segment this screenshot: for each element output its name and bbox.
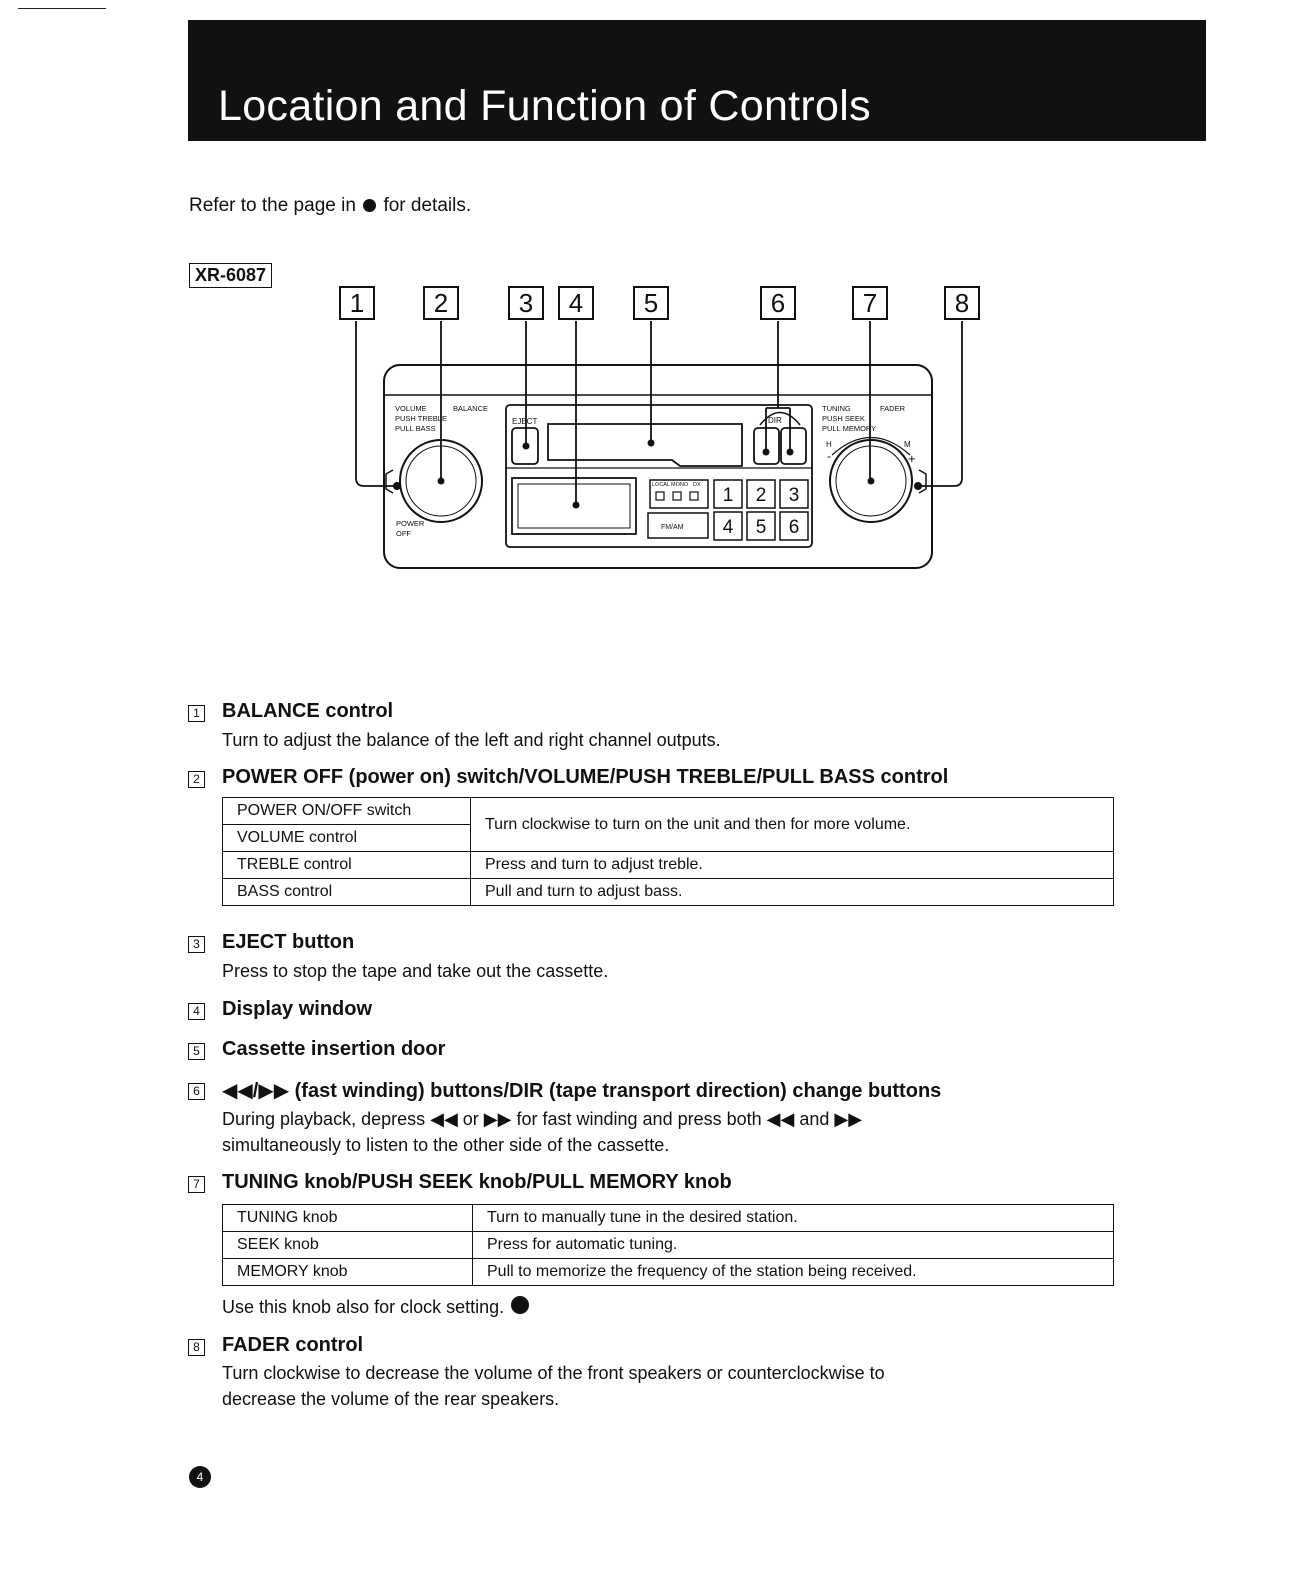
diagram-label-dx: DX	[693, 482, 701, 488]
bullet-icon	[511, 1296, 529, 1314]
section-6-number: 6	[188, 1083, 205, 1100]
section-1-number: 1	[188, 705, 205, 722]
diagram-label-memory: PULL MEMORY	[822, 424, 877, 433]
diagram-label-fader: FADER	[880, 404, 906, 413]
diagram-label-volume: VOLUME	[395, 404, 427, 413]
ffwd-button-shape	[781, 428, 806, 464]
section-2-number: 2	[188, 771, 205, 788]
table-cell: MEMORY knob	[223, 1259, 473, 1286]
callout-5: 5	[633, 286, 669, 320]
table-cell: Press and turn to adjust treble.	[471, 852, 1114, 879]
section-8-title: FADER control	[222, 1334, 364, 1356]
preset-6: 6	[788, 517, 800, 538]
section-5-title: Cassette insertion door	[222, 1038, 446, 1060]
preset-5: 5	[755, 517, 767, 538]
table-row	[223, 1259, 1114, 1286]
section-2-table	[222, 797, 1114, 906]
table-row	[223, 798, 1114, 825]
leader-8	[918, 321, 962, 486]
diagram-plus: +	[908, 451, 916, 466]
diagram-minus: -	[827, 449, 831, 463]
section-3-body: Press to stop the tape and take out the cassette.	[222, 961, 609, 981]
radio-diagram	[0, 0, 1308, 640]
model-label: XR-6087	[189, 263, 272, 288]
callout-3: 3	[508, 286, 544, 320]
callout-7: 7	[852, 286, 888, 320]
section-8-body-line-2: decrease the volume of the rear speakers.	[222, 1389, 560, 1409]
preset-1: 1	[722, 485, 734, 506]
diagram-label-mono: MONO	[671, 482, 689, 488]
section-4-number: 4	[188, 1003, 205, 1020]
section-6-body-line-2: simultaneously to listen to the other side of the cassette.	[222, 1135, 670, 1155]
section-1-title: BALANCE control	[222, 700, 394, 722]
section-4-title: Display window	[222, 998, 373, 1020]
diagram-label-local: LOCAL	[652, 482, 671, 488]
table-cell: VOLUME control	[223, 825, 471, 852]
page-title: Location and Function of Controls	[218, 82, 871, 130]
diagram-dir: DIR	[768, 416, 782, 425]
diagram-label-balance: BALANCE	[453, 404, 489, 413]
section-5-number: 5	[188, 1043, 205, 1060]
section-1-body: Turn to adjust the balance of the left and right channel outputs.	[222, 730, 721, 750]
diagram-fm-am: FM/AM	[661, 524, 684, 531]
callout-8: 8	[944, 286, 980, 320]
diagram-eject: EJECT	[512, 417, 538, 426]
section-3-title: EJECT button	[222, 931, 355, 953]
callout-4: 4	[558, 286, 594, 320]
table-cell: TREBLE control	[223, 852, 471, 879]
diagram-label-treble: PUSH TREBLE	[395, 414, 447, 423]
preset-2: 2	[755, 485, 767, 506]
diagram-label-tuning: TUNING	[822, 404, 851, 413]
table-row	[223, 879, 1114, 906]
table-cell: TUNING knob	[223, 1205, 473, 1232]
table-row	[223, 1232, 1114, 1259]
table-cell: Pull and turn to adjust bass.	[471, 879, 1114, 906]
callout-2: 2	[423, 286, 459, 320]
leader-6	[766, 321, 790, 452]
section-6-title: ◀◀/▶▶ (fast winding) buttons/DIR (tape transport direction) change buttons	[222, 1080, 942, 1102]
section-3-number: 3	[188, 936, 205, 953]
preset-4: 4	[722, 517, 734, 538]
table-cell: SEEK knob	[223, 1232, 473, 1259]
leader-1	[356, 321, 398, 486]
table-row	[223, 1205, 1114, 1232]
page-number: 4	[189, 1466, 211, 1488]
balance-ring	[386, 470, 393, 493]
section-8-number: 8	[188, 1339, 205, 1356]
preset-3: 3	[788, 485, 800, 506]
section-6-body-line-1: During playback, depress ◀◀ or ▶▶ for fast winding and press both ◀◀ and ▶▶	[222, 1109, 863, 1129]
section-8-body-line-1: Turn clockwise to decrease the volume of the front speakers or counterclockwise to	[222, 1363, 885, 1383]
table-cell: Turn clockwise to turn on the unit and then for more volume.	[471, 798, 1114, 852]
diagram-label-power: POWER	[396, 519, 425, 528]
diagram-label-off: OFF	[396, 529, 411, 538]
section-2-title: POWER OFF (power on) switch/VOLUME/PUSH TREBLE/PULL BASS control	[222, 766, 949, 788]
section-7-title: TUNING knob/PUSH SEEK knob/PULL MEMORY knob	[222, 1171, 732, 1193]
diagram-m: M	[904, 440, 911, 449]
fader-ring	[919, 470, 926, 493]
table-cell: Press for automatic tuning.	[473, 1232, 1114, 1259]
section-7-note: Use this knob also for clock setting.	[222, 1294, 531, 1320]
table-cell: Turn to manually tune in the desired station.	[473, 1205, 1114, 1232]
intro-text: Refer to the page in for details.	[189, 195, 472, 216]
callout-1: 1	[339, 286, 375, 320]
table-cell: BASS control	[223, 879, 471, 906]
callout-6: 6	[760, 286, 796, 320]
section-7-number: 7	[188, 1176, 205, 1193]
table-cell: POWER ON/OFF switch	[223, 798, 471, 825]
cassette-door	[548, 424, 742, 466]
diagram-label-seek: PUSH SEEK	[822, 414, 865, 423]
diagram-h: H	[826, 440, 832, 449]
section-7-table	[222, 1204, 1114, 1286]
diagram-label-bass: PULL BASS	[395, 424, 436, 433]
table-row	[223, 852, 1114, 879]
table-cell: Pull to memorize the frequency of the station being received.	[473, 1259, 1114, 1286]
